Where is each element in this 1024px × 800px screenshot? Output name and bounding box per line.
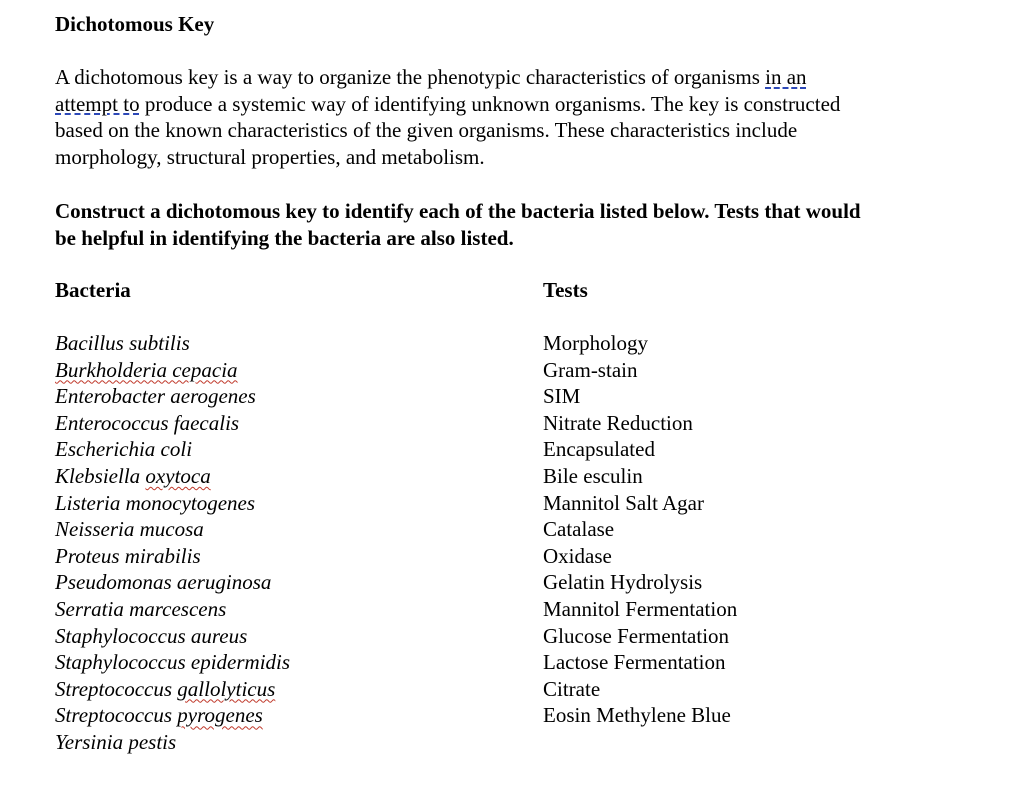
instruction-paragraph — [55, 198, 985, 251]
document-title: Dichotomous Key — [55, 12, 215, 36]
test-item: Glucose Fermentation — [543, 623, 730, 648]
instruction-line: be helpful in identifying the bacteria are also listed. — [55, 225, 514, 250]
test-item: Encapsulated — [543, 437, 655, 462]
bacteria-heading: Bacteria — [55, 278, 131, 302]
test-item: Nitrate Reduction — [543, 410, 693, 435]
test-item: Oxidase — [543, 543, 612, 568]
test-item: Eosin Methylene Blue — [543, 703, 731, 728]
bacteria-item: Enterococcus faecalis — [55, 410, 240, 435]
bacteria-item: Enterobacter aerogenes — [55, 384, 256, 409]
spelling-flag[interactable]: oxytoca — [145, 463, 211, 488]
tests-list — [543, 330, 737, 729]
bacteria-item: Proteus mirabilis — [55, 543, 201, 568]
test-item: Mannitol Salt Agar — [543, 490, 704, 515]
tests-heading: Tests — [543, 278, 588, 302]
bacteria-genus: Streptococcus — [55, 703, 178, 728]
bacteria-item: Listeria monocytogenes — [55, 490, 256, 515]
bacteria-genus: Streptococcus — [55, 676, 178, 701]
spelling-flag[interactable]: Burkholderia cepacia — [55, 357, 238, 382]
bacteria-item: Staphylococcus epidermidis — [55, 650, 291, 675]
bacteria-item — [55, 357, 290, 384]
instruction-line: Construct a dichotomous key to identify each of the bacteria listed below. Tests that would — [55, 199, 861, 223]
test-item: SIM — [543, 384, 581, 409]
test-item: Gelatin Hydrolysis — [543, 570, 703, 595]
intro-line: morphology, structural properties, and metabolism. — [55, 144, 485, 169]
test-item: Mannitol Fermentation — [543, 596, 738, 621]
spelling-flag[interactable]: gallolyticus — [177, 676, 276, 701]
test-item: Gram-stain — [543, 357, 638, 382]
bacteria-item: Yersinia pestis — [55, 729, 177, 754]
bacteria-item: Staphylococcus aureus — [55, 623, 248, 648]
grammar-flag[interactable]: attempt to — [55, 91, 140, 116]
test-item: Bile esculin — [543, 463, 643, 488]
bacteria-item: Neisseria mucosa — [55, 517, 204, 542]
bacteria-item — [55, 463, 290, 490]
intro-line: based on the known characteristics of the given organisms. These characteristics include — [55, 118, 798, 142]
bacteria-list — [55, 330, 290, 756]
test-item: Citrate — [543, 676, 601, 701]
bacteria-item — [55, 702, 290, 729]
bacteria-item: Bacillus subtilis — [55, 331, 190, 355]
bacteria-genus: Klebsiella — [55, 463, 146, 488]
grammar-flag[interactable]: in an — [765, 65, 807, 89]
intro-text: A dichotomous key is a way to organize the phenotypic characteristics of organisms — [55, 65, 766, 89]
test-item: Lactose Fermentation — [543, 650, 726, 675]
test-item: Catalase — [543, 517, 615, 542]
test-item: Morphology — [543, 331, 648, 355]
bacteria-item: Escherichia coli — [55, 437, 193, 462]
bacteria-item: Serratia marcescens — [55, 596, 227, 621]
intro-text: produce a systemic way of identifying unknown organisms. The key is constructed — [139, 91, 841, 116]
intro-paragraph — [55, 64, 975, 170]
bacteria-item — [55, 676, 290, 703]
bacteria-item: Pseudomonas aeruginosa — [55, 570, 272, 595]
intro-line — [55, 91, 975, 118]
spelling-flag[interactable]: pyrogenes — [177, 703, 263, 728]
intro-line — [55, 64, 975, 91]
